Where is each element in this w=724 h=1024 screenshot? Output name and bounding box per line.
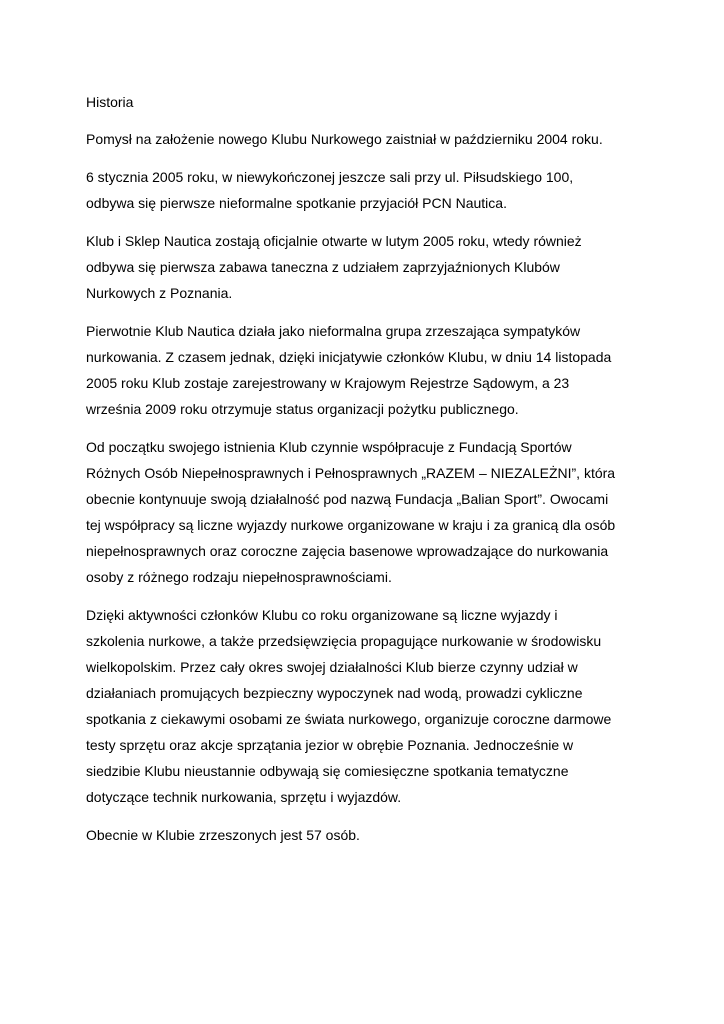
- text-line: odbywa się pierwsza zabawa taneczna z udziałem zaprzyjaźnionych Klubów: [86, 259, 560, 275]
- text-line: 2005 roku Klub zostaje zarejestrowany w Krajowym Rejestrze Sądowym, a 23: [86, 375, 570, 391]
- text-line: września 2009 roku otrzymuje status organizacji pożytku publicznego.: [86, 401, 519, 417]
- text-line: działaniach promujących bezpieczny wypoczynek nad wodą, prowadzi cykliczne: [86, 685, 583, 701]
- text-line: odbywa się pierwsze nieformalne spotkanie przyjaciół PCN Nautica.: [86, 195, 507, 211]
- text-line: Obecnie w Klubie zrzeszonych jest 57 osób.: [86, 827, 360, 843]
- paragraph: [86, 602, 646, 810]
- document-page: [86, 92, 646, 860]
- text-line: Pomysł na założenie nowego Klubu Nurkowego zaistniał w październiku 2004 roku.: [86, 131, 603, 147]
- text-line: Od początku swojego istnienia Klub czynnie współpracuje z Fundacją Sportów: [86, 439, 572, 455]
- paragraph: [86, 228, 646, 306]
- paragraph: [86, 434, 646, 590]
- text-line: 6 stycznia 2005 roku, w niewykończonej jeszcze sali przy ul. Piłsudskiego 100,: [86, 169, 574, 185]
- text-line: wielkopolskim. Przez cały okres swojej działalności Klub bierze czynny udział w: [86, 659, 578, 675]
- text-line: tej współpracy są liczne wyjazdy nurkowe organizowane w kraju i za granicą dla osób: [86, 517, 616, 533]
- text-line: testy sprzętu oraz akcje sprzątania jezior w obrębie Poznania. Jednocześnie w: [86, 737, 574, 753]
- document-body: [86, 126, 646, 848]
- text-line: Nurkowych z Poznania.: [86, 285, 233, 301]
- paragraph: [86, 318, 646, 422]
- text-line: szkolenia nurkowe, a także przedsięwzięcia propagujące nurkowanie w środowisku: [86, 633, 602, 649]
- paragraph: [86, 164, 646, 216]
- text-line: spotkania z ciekawymi osobami ze świata nurkowego, organizuje coroczne darmowe: [86, 711, 612, 727]
- paragraph: [86, 822, 646, 848]
- text-line: Dzięki aktywności członków Klubu co roku organizowane są liczne wyjazdy i: [86, 607, 558, 623]
- text-line: Różnych Osób Niepełnosprawnych i Pełnosprawnych „RAZEM – NIEZALEŻNI”, która: [86, 465, 616, 481]
- text-line: osoby z różnego rodzaju niepełnosprawnościami.: [86, 569, 392, 585]
- text-line: niepełnosprawnych oraz coroczne zajęcia basenowe wprowadzające do nurkowania: [86, 543, 609, 559]
- text-line: obecnie kontynuuje swoją działalność pod nazwą Fundacja „Balian Sport”. Owocami: [86, 491, 609, 507]
- page-title: Historia: [86, 94, 134, 110]
- text-line: Pierwotnie Klub Nautica działa jako nieformalna grupa zrzeszająca sympatyków: [86, 323, 581, 339]
- paragraph: [86, 126, 646, 152]
- text-line: nurkowania. Z czasem jednak, dzięki inicjatywie członków Klubu, w dniu 14 listopada: [86, 349, 612, 365]
- text-line: Klub i Sklep Nautica zostają oficjalnie otwarte w lutym 2005 roku, wtedy również: [86, 233, 582, 249]
- text-line: dotyczące technik nurkowania, sprzętu i wyjazdów.: [86, 789, 402, 805]
- text-line: siedzibie Klubu nieustannie odbywają się comiesięczne spotkania tematyczne: [86, 763, 569, 779]
